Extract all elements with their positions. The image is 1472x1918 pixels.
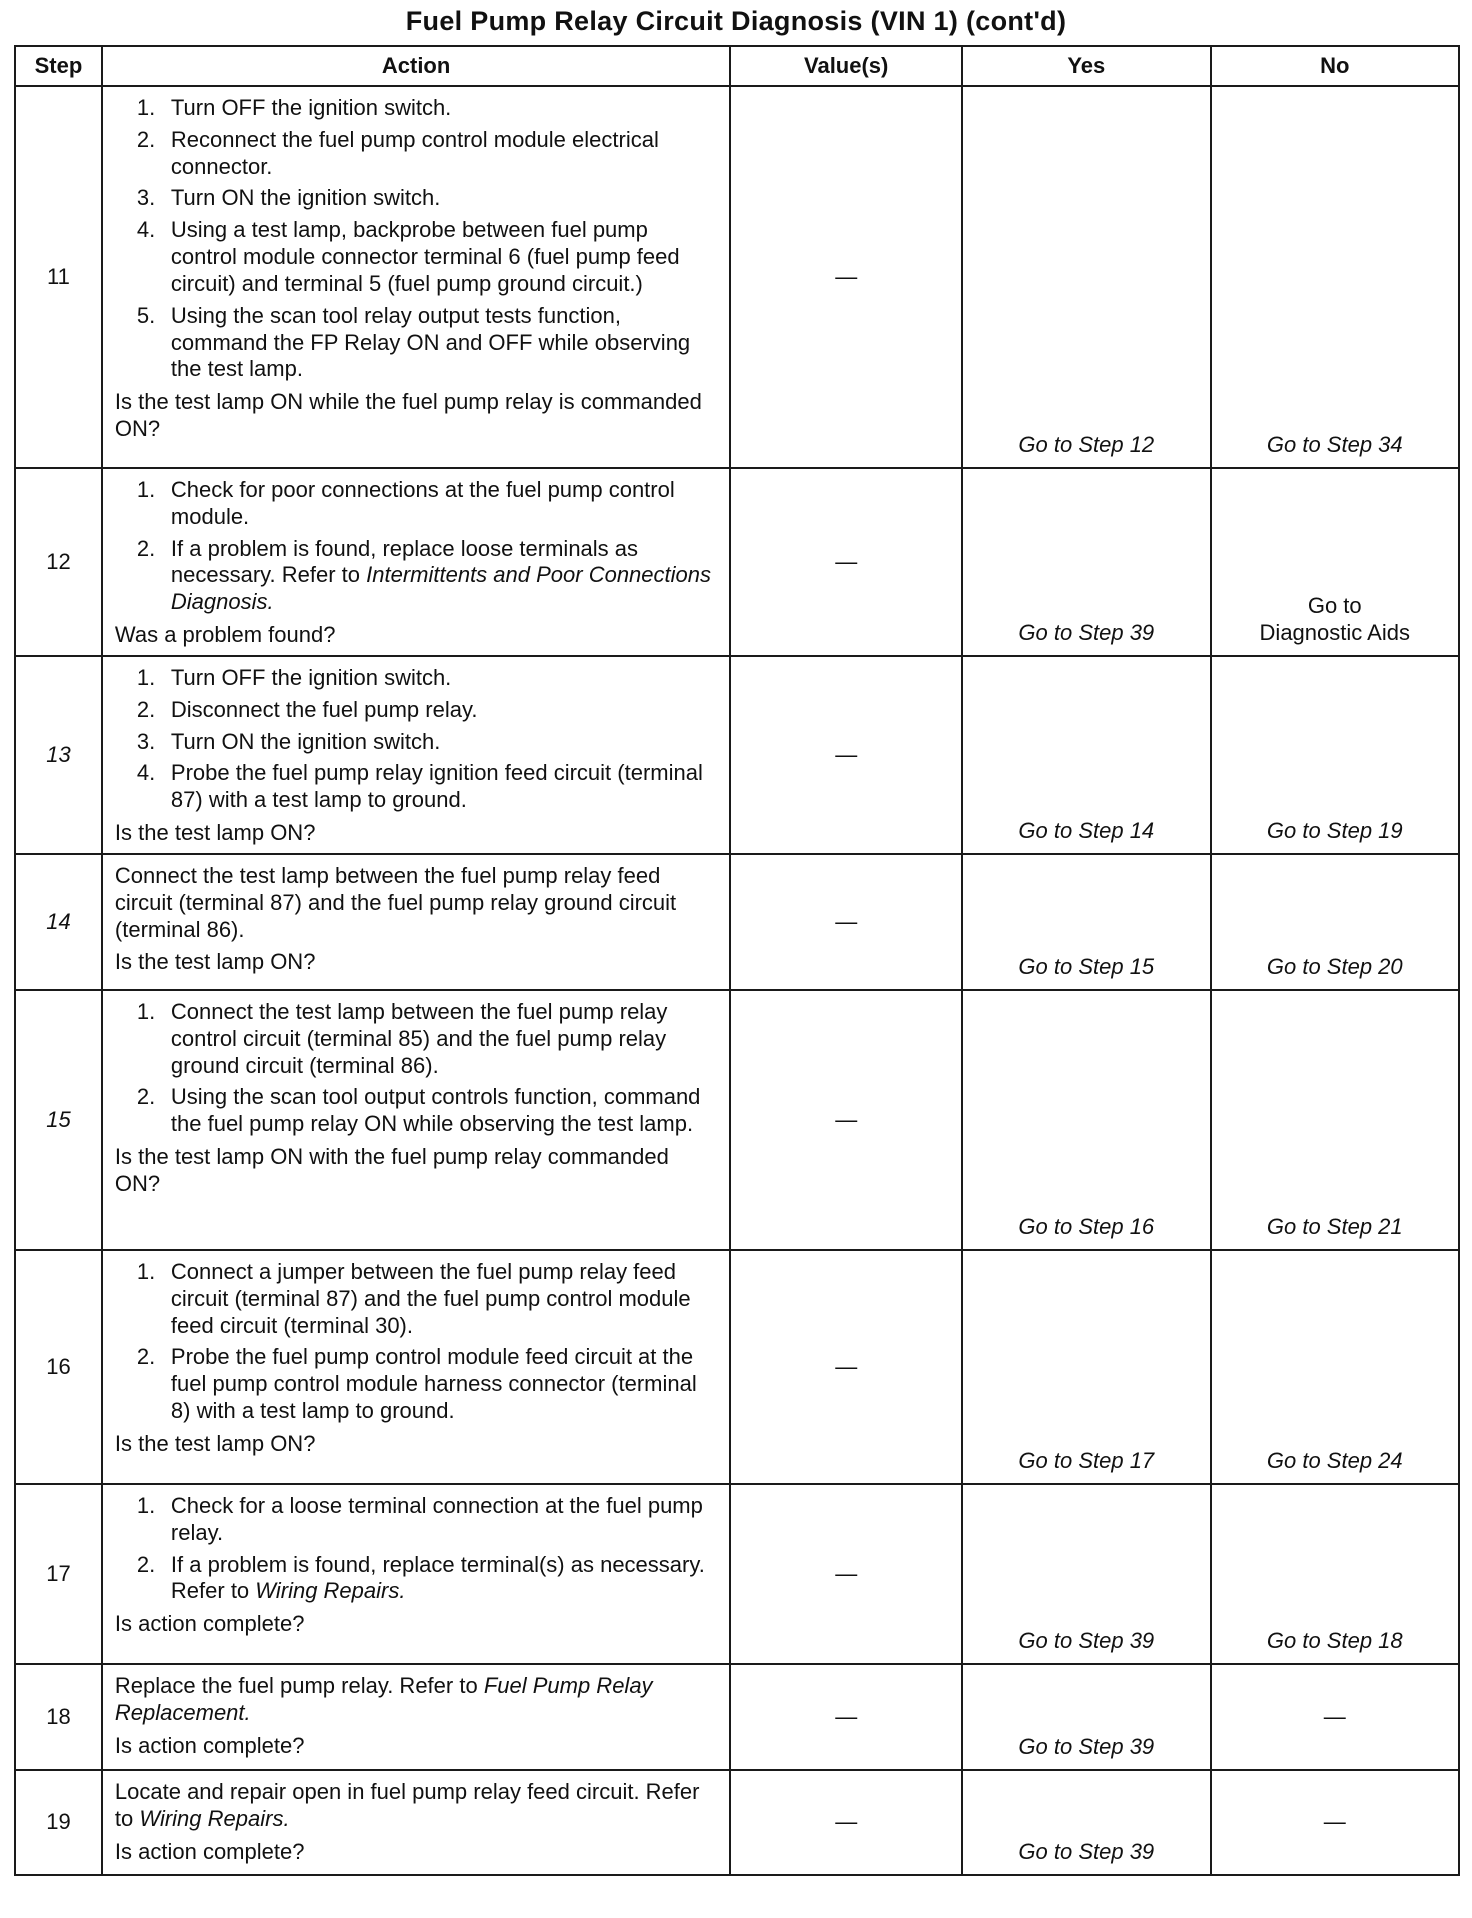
yes-link: Go to Step 16 (1018, 1214, 1155, 1240)
substep: Turn ON the ignition switch. (170, 185, 441, 211)
table-row (15, 1664, 1459, 1770)
step-number: 18 (15, 1664, 102, 1770)
value-cell: — (730, 656, 962, 854)
no-cell: — (1211, 1664, 1459, 1770)
table-row (15, 1484, 1459, 1664)
table-row (15, 86, 1459, 468)
no-link-line2: Diagnostic Aids (1259, 620, 1410, 646)
action-cell: 1. Connect the test lamp between the fuel pump relay control circuit (terminal 85) and the fuel pump relay ground circuit (terminal 86). 2. Using the scan tool output controls function, command the fuel pump relay ON while observing the test lamp. Is the test lamp ON with the fuel pump relay commanded ON? (102, 990, 730, 1250)
reference-link: Fuel Pump Relay Replacement. (114, 1672, 653, 1725)
substep: Connect the test lamp between the fuel pump relay control circuit (terminal 85) and the fuel pump relay ground circuit (terminal 86). (170, 998, 668, 1078)
no-cell: — (1211, 1770, 1459, 1875)
value-cell: — (730, 1484, 962, 1664)
yes-cell (962, 468, 1210, 656)
value-cell: — (730, 86, 962, 468)
substep: If a problem is found, replace terminal(s) as necessary. Refer to (170, 1551, 705, 1604)
no-cell (1211, 1250, 1459, 1484)
no-cell (1211, 990, 1459, 1250)
table-row (15, 656, 1459, 854)
action-cell (102, 1770, 730, 1875)
yes-link: Go to Step 39 (1018, 1734, 1155, 1760)
action-text-body: Replace the fuel pump relay. Refer to (114, 1672, 484, 1698)
step-number: 17 (15, 1484, 102, 1664)
no-cell (1211, 656, 1459, 854)
header-yes: Yes (962, 46, 1210, 86)
substep: Turn ON the ignition switch. (170, 728, 441, 754)
yes-cell (962, 86, 1210, 468)
table-row (15, 854, 1459, 990)
table-row (15, 1250, 1459, 1484)
value-cell: — (730, 854, 962, 990)
action-text (115, 1673, 717, 1727)
substep: Using the scan tool relay output tests function, command the FP Relay ON and OFF while observing the test lamp. (170, 302, 691, 382)
question: Is action complete? (114, 1732, 305, 1758)
question: Is the test lamp ON while the fuel pump relay is commanded ON? (114, 389, 702, 442)
header-step: Step (15, 46, 102, 86)
step-number: 14 (15, 854, 102, 990)
yes-cell (962, 990, 1210, 1250)
no-link-line1: Go to (1307, 593, 1362, 619)
table-row (15, 1770, 1459, 1875)
no-link: Go to Step 19 (1266, 818, 1403, 844)
step-number: 19 (15, 1770, 102, 1875)
yes-cell (962, 1250, 1210, 1484)
header-values: Value(s) (730, 46, 962, 86)
question: Was a problem found? (114, 622, 336, 648)
substep: Disconnect the fuel pump relay. (170, 696, 478, 722)
no-link: Go to Step 20 (1266, 954, 1403, 980)
yes-cell (962, 1484, 1210, 1664)
action-cell (102, 1664, 730, 1770)
action-cell: 1. Connect a jumper between the fuel pump relay feed circuit (terminal 87) and the fuel pump control module feed circuit (terminal 30). 2. Probe the fuel pump control module feed circuit at the fuel pump control module harness connector (terminal 8) with a test lamp to ground. Is the test lamp ON? (102, 1250, 730, 1484)
yes-cell (962, 656, 1210, 854)
yes-link: Go to Step 39 (1018, 620, 1155, 646)
substep: Connect a jumper between the fuel pump relay feed circuit (terminal 87) and the fuel pump control module feed circuit (terminal 30). (170, 1258, 691, 1338)
step-number: 16 (15, 1250, 102, 1484)
no-cell (1211, 854, 1459, 990)
page-title: Fuel Pump Relay Circuit Diagnosis (VIN 1) (cont'd) (405, 6, 1067, 36)
question: Is action complete? (114, 1611, 305, 1637)
yes-cell (962, 854, 1210, 990)
question: Is the test lamp ON? (114, 1430, 316, 1456)
yes-cell (962, 1664, 1210, 1770)
substep: Probe the fuel pump relay ignition feed circuit (terminal 87) with a test lamp to ground. (170, 760, 703, 813)
table-row (15, 990, 1459, 1250)
value-cell: — (730, 1770, 962, 1875)
table-row (15, 468, 1459, 656)
value-cell: — (730, 1664, 962, 1770)
step-number: 11 (15, 86, 102, 468)
substep: Check for poor connections at the fuel pump control module. (170, 477, 675, 529)
step-number: 15 (15, 990, 102, 1250)
substep: Reconnect the fuel pump control module electrical connector. (170, 126, 659, 179)
action-cell: 1. Turn OFF the ignition switch. 2. Reconnect the fuel pump control module electrical connector. 3. Turn ON the ignition switch. 4. Using a test lamp, backprobe between fuel pump control module connector terminal 6 (fuel pump feed circuit) and terminal 5 (fuel pump ground circuit.) 5. Using the scan tool relay output tests function, command the FP Relay ON and OFF while observing the test lamp. Is the test lamp ON while the fuel pump relay is commanded ON? (102, 86, 730, 468)
action-text-body: Locate and repair open in fuel pump relay feed circuit. Refer to (114, 1778, 700, 1831)
action-cell: 1. Check for poor connections at the fuel pump control module. 2. If a problem is found, replace loose terminals as necessary. Refer to Intermittents and Poor Connections Diagnosis. Was a problem found? (102, 468, 730, 656)
value-cell: — (730, 468, 962, 656)
no-cell (1211, 1484, 1459, 1664)
reference-link: Wiring Repairs. (139, 1805, 290, 1831)
action-cell (102, 854, 730, 990)
substep: Turn OFF the ignition switch. (170, 95, 452, 120)
diagnosis-table (14, 45, 1460, 1876)
question: Is the test lamp ON? (114, 949, 316, 975)
header-no: No (1211, 46, 1459, 86)
question: Is the test lamp ON? (114, 820, 316, 846)
action-cell: 1. Check for a loose terminal connection at the fuel pump relay. 2. If a problem is found, replace terminal(s) as necessary. Refer to Wiring Repairs. Is action complete? (102, 1484, 730, 1664)
yes-link: Go to Step 14 (1018, 818, 1155, 844)
substep: Using a test lamp, backprobe between fuel pump control module connector terminal 6 (fuel pump feed circuit) and terminal 5 (fuel pump ground circuit.) (170, 217, 680, 296)
question: Is the test lamp ON with the fuel pump relay commanded ON? (114, 1144, 669, 1196)
yes-cell (962, 1770, 1210, 1875)
no-link: Go to Step 18 (1266, 1628, 1403, 1654)
action-text: Connect the test lamp between the fuel pump relay feed circuit (terminal 87) and the fuel pump relay ground circuit (terminal 86). (114, 862, 677, 942)
yes-link: Go to Step 39 (1018, 1839, 1155, 1865)
substep: Probe the fuel pump control module feed circuit at the fuel pump control module harness connector (terminal 8) with a test lamp to ground. (170, 1344, 697, 1424)
substep: Turn OFF the ignition switch. (170, 664, 452, 690)
value-cell: — (730, 1250, 962, 1484)
action-cell: 1. Turn OFF the ignition switch. 2. Disconnect the fuel pump relay. 3. Turn ON the ignition switch. 4. Probe the fuel pump relay ignition feed circuit (terminal 87) with a test lamp to ground. Is the test lamp ON? (102, 656, 730, 854)
substep: Check for a loose terminal connection at the fuel pump relay. (170, 1492, 703, 1545)
reference-link: Wiring Repairs. (255, 1578, 406, 1604)
step-number: 13 (15, 656, 102, 854)
action-text (115, 1779, 717, 1833)
substep: If a problem is found, replace loose terminals as necessary. Refer to (170, 535, 639, 588)
substep: Using the scan tool output controls function, command the fuel pump relay ON while observing the test lamp. (170, 1084, 701, 1137)
no-cell (1211, 468, 1459, 656)
yes-link: Go to Step 15 (1018, 954, 1155, 980)
value-cell: — (730, 990, 962, 1250)
reference-link: Intermittents and Poor Connections Diagnosis. (170, 562, 711, 615)
header-action: Action (102, 46, 730, 86)
header-row (15, 46, 1459, 86)
no-link: Go to Step 24 (1266, 1448, 1403, 1474)
no-link: Go to Step 21 (1266, 1214, 1403, 1240)
yes-link: Go to Step 12 (1018, 432, 1155, 458)
question: Is action complete? (114, 1838, 305, 1864)
yes-link: Go to Step 39 (1018, 1628, 1155, 1654)
yes-link: Go to Step 17 (1018, 1448, 1155, 1474)
no-link: Go to Step 34 (1266, 432, 1403, 458)
step-number: 12 (15, 468, 102, 656)
no-cell (1211, 86, 1459, 468)
